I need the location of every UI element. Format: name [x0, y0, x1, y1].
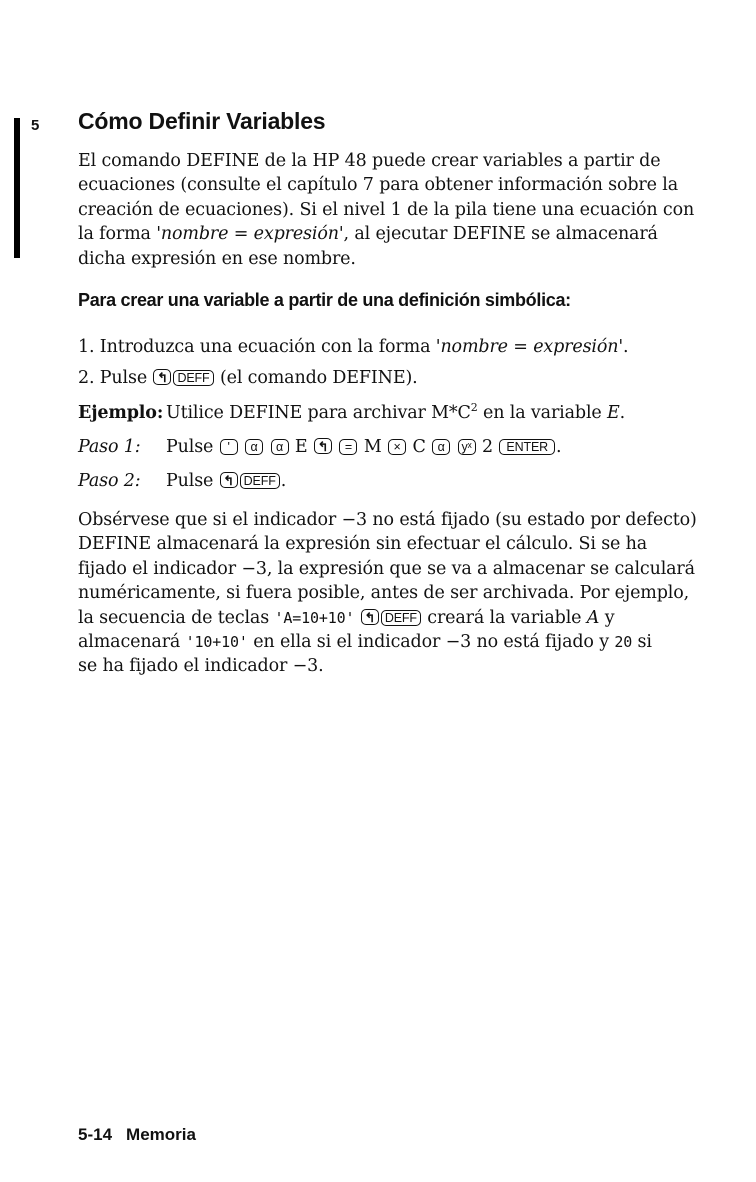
observe-line	[78, 606, 700, 630]
observe-line	[78, 630, 700, 654]
equation-form: nombre = expresión	[160, 224, 339, 245]
equation-form: nombre = expresión	[440, 337, 619, 357]
paso-label: Paso 1:	[78, 437, 141, 457]
typed-letter: E	[294, 437, 308, 457]
intro-line	[78, 222, 700, 246]
def-key: DEFF	[240, 473, 280, 489]
example-text: Utilice DEFINE para archivar M*C	[166, 403, 471, 423]
left-shift-key: ↰	[220, 472, 238, 488]
section-name: Memoria	[126, 1125, 196, 1144]
chapter-number: 5	[31, 117, 40, 134]
equals-key: =	[339, 439, 357, 455]
observe-line: numéricamente, si fuera posible, antes de ser archivada. Por ejemplo,	[78, 583, 690, 604]
intro-line: dicha expresión en ese nombre.	[78, 248, 356, 269]
step-text: (el comando DEFINE).	[219, 368, 418, 388]
typed-digit: 2	[482, 437, 493, 457]
enter-key: ENTER	[499, 439, 555, 455]
paso-label: Paso 2:	[78, 471, 141, 491]
left-shift-key: ↰	[314, 438, 332, 454]
page-footer	[78, 1125, 196, 1145]
times-key: ×	[388, 439, 406, 455]
pulse-text: Pulse	[166, 437, 214, 457]
step-text: 1. Introduzca una ecuación con la forma '	[78, 337, 441, 357]
observe-text: en ella si el indicador −3 no está fijado y	[247, 632, 615, 653]
typed-letter: C	[412, 437, 426, 457]
alpha-key: α	[432, 439, 450, 455]
typed-letter: M	[363, 437, 382, 457]
superscript: 2	[470, 401, 478, 415]
variable-name: A	[586, 607, 600, 628]
intro-line: ecuaciones (consulte el capítulo 7 para obtener información sobre la	[78, 175, 679, 196]
example-text: en la variable	[477, 403, 608, 423]
variable-name: E	[607, 403, 620, 423]
observe-line: fijado el indicador −3, la expresión que se va a almacenar se calculará	[78, 558, 695, 579]
observe-text: si	[632, 632, 652, 653]
example-label: Ejemplo:	[78, 403, 164, 423]
step-2	[78, 366, 418, 390]
page-number: 5-14	[78, 1125, 113, 1144]
power-key: yˣ	[458, 439, 476, 455]
quote-key: '	[220, 439, 238, 455]
def-key: DEFF	[173, 370, 213, 386]
intro-text: ', al ejecutar DEFINE se almacenará	[338, 224, 658, 245]
def-key: DEFF	[381, 610, 421, 626]
quote-open: la forma '	[78, 224, 161, 245]
observe-text: la secuencia de teclas	[78, 607, 275, 628]
observe-paragraph	[78, 508, 700, 679]
observe-line: se ha fijado el indicador −3.	[78, 656, 324, 677]
left-shift-key: ↰	[153, 369, 171, 385]
intro-line: El comando DEFINE de la HP 48 puede crear variables a partir de	[78, 151, 661, 171]
observe-text: almacenará	[78, 632, 186, 653]
example-line	[78, 401, 625, 425]
section-heading: Cómo Definir Variables	[78, 108, 326, 134]
alpha-key: α	[245, 439, 263, 455]
step-text: '.	[618, 337, 629, 357]
observe-line: Obsérvese que si el indicador −3 no está fijado (su estado por defecto)	[78, 510, 697, 530]
step-1	[78, 335, 628, 359]
observe-line: DEFINE almacenará la expresión sin efectuar el cálculo. Si se ha	[78, 534, 648, 555]
code-sequence: 'A=10+10'	[274, 608, 355, 627]
code-sequence: '10+10'	[185, 633, 248, 652]
observe-text: creará la variable	[421, 607, 587, 628]
paso-2: Paso 2: Pulse ↰ DEFF .	[78, 471, 287, 491]
paso-1: Paso 1: Pulse ' α α E ↰ = M × C α yˣ 2 ENTER .	[78, 437, 562, 457]
intro-line: creación de ecuaciones). Si el nivel 1 de la pila tiene una ecuación con	[78, 199, 695, 220]
code-value: 20	[614, 633, 633, 652]
pulse-text: Pulse	[166, 471, 214, 491]
example-text: .	[619, 403, 626, 423]
subheading: Para crear una variable a partir de una definición simbólica:	[78, 290, 571, 310]
intro-paragraph	[78, 149, 700, 271]
chapter-marker-bar	[14, 118, 20, 258]
left-shift-key: ↰	[361, 609, 379, 625]
alpha-key: α	[271, 439, 289, 455]
observe-text: y	[599, 607, 615, 628]
step-text: 2. Pulse	[78, 368, 148, 388]
